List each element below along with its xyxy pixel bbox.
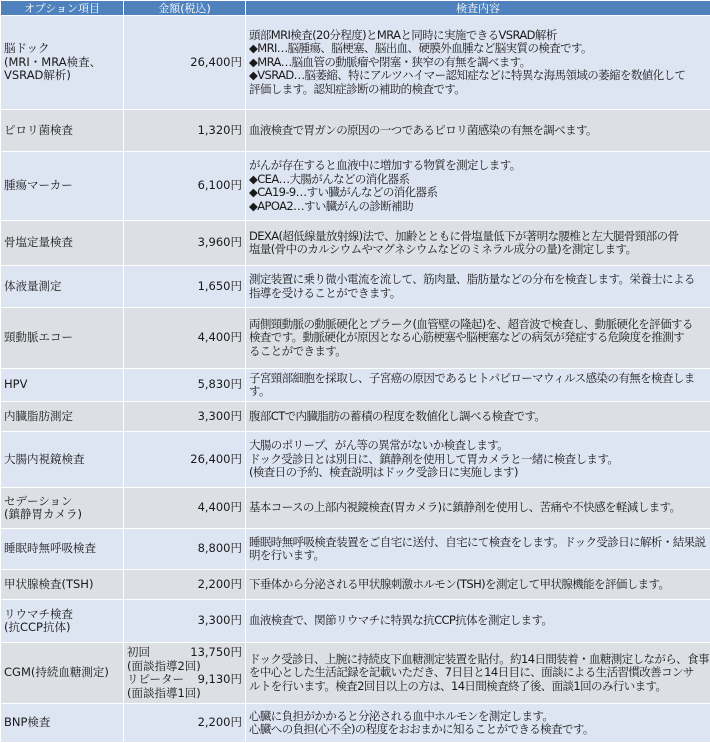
price-cell [124, 152, 246, 221]
table-row [1, 152, 710, 221]
option-name-line: CGM(持続血糖測定) [4, 666, 120, 680]
option-name-cell [1, 369, 124, 402]
description-line: 大腸のポリープ、がん等の異常がないか検査します。 [249, 439, 707, 453]
option-name-cell [1, 266, 124, 308]
price-value: 1,320円 [198, 123, 242, 137]
description-cell [246, 110, 710, 152]
option-name-line: (MRI・MRA検査、 [4, 56, 120, 70]
price-tier-label: リピーター [127, 673, 184, 687]
table-row [1, 704, 710, 743]
description-cell [246, 402, 710, 432]
price-cell [124, 16, 246, 110]
option-name-cell [1, 110, 124, 152]
option-name-line: 内臓脂肪測定 [4, 410, 120, 424]
header-option: オプション項目 [1, 1, 124, 16]
option-name-line: (抗CCP抗体) [4, 621, 120, 635]
description-cell [246, 16, 710, 110]
option-name-cell [1, 600, 124, 643]
description-cell [246, 529, 710, 570]
description-cell [246, 432, 710, 488]
option-name-line: 骨塩定量検査 [4, 236, 120, 250]
description-line: 子宮頸部細胞を採取し、子宮癌の原因であるヒトパピローマウィルス感染の有無を検査しま [249, 372, 707, 386]
option-name-line: 甲状腺検査(TSH) [4, 578, 120, 592]
price-tier-value: 13,750円 [190, 646, 242, 660]
option-name-line: 大腸内視鏡検査 [4, 453, 120, 467]
option-name-cell [1, 16, 124, 110]
description-line: ◆MRA…脳血管の動脈瘤や閉塞・狭窄の有無を調べます。 [249, 56, 707, 70]
table-row [1, 570, 710, 600]
price-value: 8,800円 [198, 541, 242, 555]
price-tier-note: (面談指導1回) [127, 687, 242, 701]
price-value: 26,400円 [190, 55, 242, 69]
option-name-cell [1, 704, 124, 743]
description-line: 基本コースの上部内視鏡検査(胃カメラ)に鎮静剤を使用し、苦痛や不快感を軽減します。 [249, 501, 707, 515]
price-value: 3,960円 [198, 235, 242, 249]
header-description: 検査内容 [246, 1, 710, 16]
option-name-cell [1, 643, 124, 704]
description-line: DEXA(超低線量放射線)法で、加齢とともに骨塩量低下が著明な腰椎と左大腿骨頸部の骨 [249, 230, 707, 244]
price-cell [124, 643, 246, 704]
option-name-cell [1, 570, 124, 600]
description-line: 指導を受けることができます。 [249, 287, 707, 301]
option-name-line: リウマチ検査 [4, 608, 120, 622]
price-tier-label: 初回 [127, 646, 150, 660]
option-name-cell [1, 529, 124, 570]
description-line: 評価します。認知症診断の補助的検査です。 [249, 83, 707, 97]
description-cell [246, 369, 710, 402]
price-tier [127, 646, 242, 660]
option-name-line: セデーション [4, 495, 120, 509]
description-line: 両側頸動脈の動脈硬化とプラーク(血管壁の隆起)を、超音波で検査し、動脈硬化を評価する [249, 318, 707, 332]
option-name-cell [1, 152, 124, 221]
table-row [1, 488, 710, 529]
table-row [1, 110, 710, 152]
header-price: 金額(税込) [124, 1, 246, 16]
price-value: 3,300円 [198, 409, 242, 423]
option-name-line: ピロリ菌検査 [4, 124, 120, 138]
description-line: 心臓への負担(心不全)の程度をおおまかに知ることができる検査です。 [249, 723, 707, 737]
option-name-cell [1, 432, 124, 488]
description-line: ルトを行います。検査2回目以上の方は、14日間検査終了後、面談1回のみ行います。 [249, 680, 707, 694]
table-row [1, 643, 710, 704]
table-row [1, 369, 710, 402]
price-cell [124, 266, 246, 308]
price-cell [124, 570, 246, 600]
price-cell [124, 110, 246, 152]
table-row [1, 221, 710, 266]
description-line: ◆CEA…大腸がんなどの消化器系 [249, 173, 707, 187]
table-row [1, 600, 710, 643]
option-name-line: 睡眠時無呼吸検査 [4, 542, 120, 556]
option-name-line: BNP検査 [4, 716, 120, 730]
description-line: ドック受診日とは別日に、鎮静剤を使用して胃カメラと一緒に検査します。 [249, 453, 707, 467]
description-cell [246, 308, 710, 369]
table-row [1, 432, 710, 488]
description-line: 下垂体から分泌される甲状腺刺激ホルモン(TSH)を測定して甲状腺機能を評価します。 [249, 578, 707, 592]
description-cell [246, 266, 710, 308]
option-name-cell [1, 402, 124, 432]
option-name-line: (鎮静胃カメラ) [4, 508, 120, 522]
description-line: を中心とした生活記録を記載いただき、7日目と14日目に、面談による生活習慣改善コンサ [249, 666, 707, 680]
price-cell [124, 402, 246, 432]
description-line: ◆CA19-9…すい臓がんなどの消化器系 [249, 186, 707, 200]
description-line: ◆APOA2…すい臓がんの診断補助 [249, 200, 707, 214]
price-value: 6,100円 [198, 178, 242, 192]
description-line: ◆MRI…脳腫瘍、脳梗塞、脳出血、硬膜外血腫など脳実質の検査です。 [249, 42, 707, 56]
option-name-line: VSRAD解析) [4, 69, 120, 83]
description-cell [246, 643, 710, 704]
price-tier [127, 673, 242, 687]
option-name-cell [1, 488, 124, 529]
description-line: 検査です。動脈硬化が原因となる心筋梗塞や脳梗塞などの病気が発症する危険度を推測す [249, 331, 707, 345]
description-line: 明を行います。 [249, 549, 707, 563]
price-value: 1,650円 [198, 279, 242, 293]
description-line: ドック受診日、上腕に持続皮下血糖測定装置を貼付。約14日間装着・血糖測定しながら、食事 [249, 653, 707, 667]
description-line: (検査日の予約、検査説明はドック受診日に実施します) [249, 466, 707, 480]
option-name-line: 腫瘍マーカー [4, 179, 120, 193]
table-row [1, 308, 710, 369]
description-line: 睡眠時無呼吸検査装置をご自宅に送付、自宅にて検査をします。ドック受診日に解析・結果説 [249, 536, 707, 550]
description-cell [246, 600, 710, 643]
table-header [1, 1, 710, 16]
table-row [1, 529, 710, 570]
price-tier-note: (面談指導2回) [127, 660, 242, 674]
description-line: 頭部MRI検査(20分程度)とMRAと同時に実施できるVSRAD解析 [249, 29, 707, 43]
option-name-line: HPV [4, 378, 120, 392]
table-row [1, 266, 710, 308]
description-line: 心臓に負担がかかると分泌される血中ホルモンを測定します。 [249, 710, 707, 724]
price-cell [124, 488, 246, 529]
description-cell [246, 570, 710, 600]
description-line: ◆VSRAD…脳萎縮、特にアルツハイマー認知症などに特異な海馬領域の萎縮を数値化して [249, 69, 707, 83]
price-value: 26,400円 [190, 452, 242, 466]
table-row [1, 16, 710, 110]
price-cell [124, 529, 246, 570]
price-cell [124, 308, 246, 369]
price-cell [124, 704, 246, 743]
description-line: 腹部CTで内臓脂肪の蓄積の程度を数値化し調べる検査です。 [249, 410, 707, 424]
price-cell [124, 432, 246, 488]
price-cell [124, 600, 246, 643]
price-value: 2,200円 [198, 577, 242, 591]
price-tier-value: 9,130円 [198, 673, 242, 687]
price-cell [124, 221, 246, 266]
description-line: 血液検査で、関節リウマチに特異な抗CCP抗体を測定します。 [249, 614, 707, 628]
description-line: 血液検査で胃ガンの原因の一つであるピロリ菌感染の有無を調べます。 [249, 124, 707, 138]
description-line: 塩量(骨中のカルシウムやマグネシウムなどのミネラル成分の量)を測定します。 [249, 243, 707, 257]
description-line: がんが存在すると血液中に増加する物質を測定します。 [249, 159, 707, 173]
option-name-line: 脳ドック [4, 42, 120, 56]
price-value: 3,300円 [198, 613, 242, 627]
price-value: 5,830円 [198, 377, 242, 391]
option-name-cell [1, 308, 124, 369]
option-name-line: 頸動脈エコー [4, 331, 120, 345]
description-line: す。 [249, 385, 707, 399]
description-line: 測定装置に乗り微小電流を流して、筋肉量、脂肪量などの分布を検査します。栄養士による [249, 273, 707, 287]
price-value: 4,400円 [198, 330, 242, 344]
option-name-line: 体液量測定 [4, 280, 120, 294]
price-value: 2,200円 [198, 715, 242, 729]
description-line: ることができます。 [249, 345, 707, 359]
table-row [1, 402, 710, 432]
price-value: 4,400円 [198, 500, 242, 514]
description-cell [246, 221, 710, 266]
description-cell [246, 488, 710, 529]
description-cell [246, 152, 710, 221]
description-cell [246, 704, 710, 743]
price-cell [124, 369, 246, 402]
option-name-cell [1, 221, 124, 266]
